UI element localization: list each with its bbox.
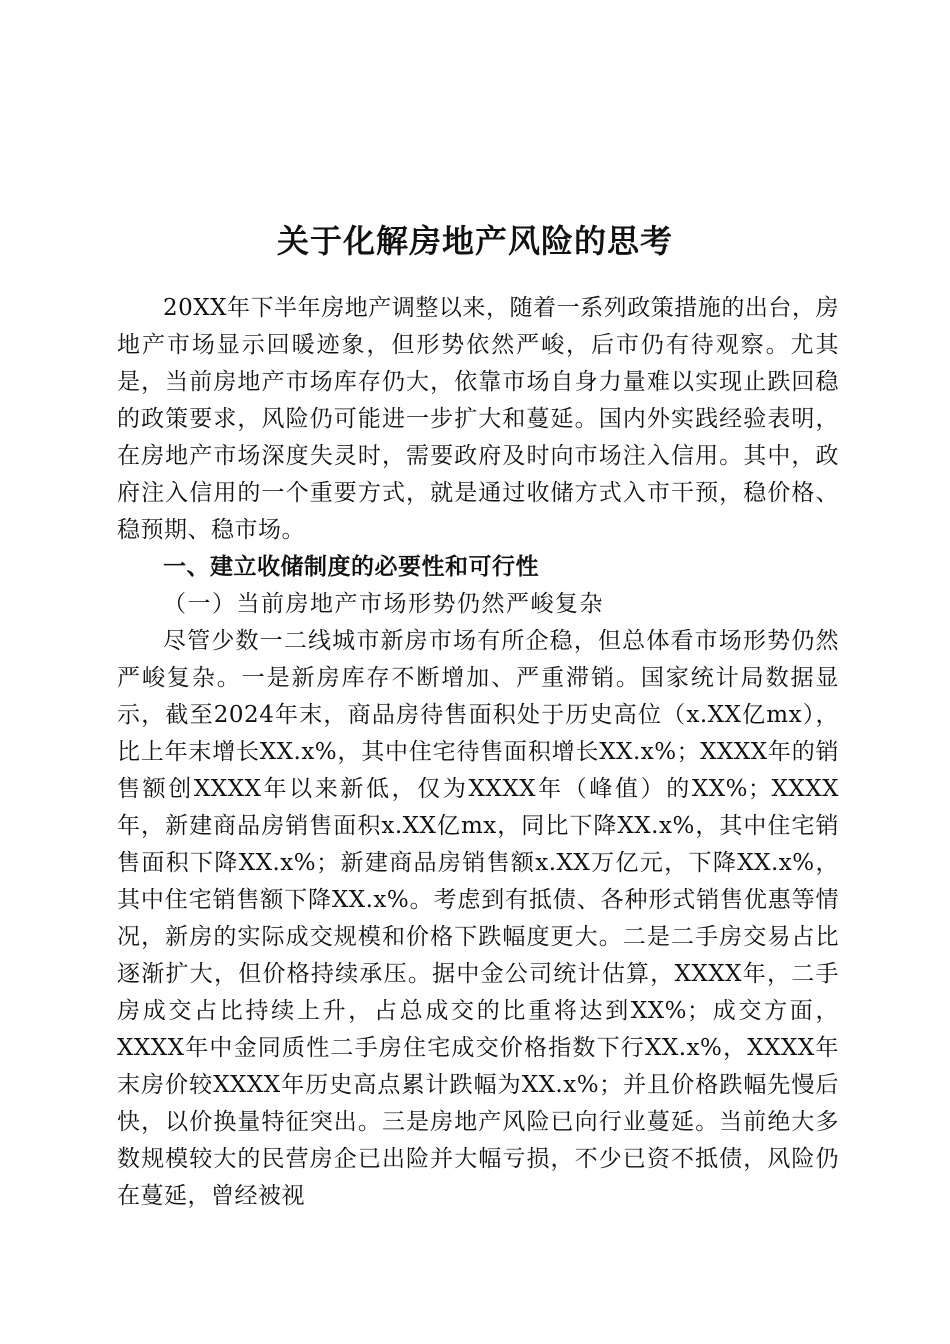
document-title: 关于化解房地产风险的思考: [276, 222, 673, 261]
subsection-body-paragraph: 尽管少数一二线城市新房市场有所企稳，但总体看市场形势仍然严峻复杂。一是新房库存不断增加、严重滞销。国家统计局数据显示，截至2024年末，商品房待售面积处于历史高位（x.XX亿mx），比上年末增长XX.x%，其中住宅待售面积增长XX.x%；XXXX年的销售额创XXXX年以来新低，仅为XXXX年（峰值）的XX%；XXXX年，新建商品房销售面积x.XX亿mx，同比下降XX.x%，其中住宅销售面积下降XX.x%；新建商品房销售额x.XX万亿元，下降XX.x%，其中住宅销售额下降XX.x%。考虑到有抵债、各种形式销售优惠等情况，新房的实际成交规模和价格下跌幅度更大。二是二手房交易占比逐渐扩大，但价格持续承压。据中金公司统计估算，XXXX年，二手房成交占比持续上升，占总成交的比重将达到XX%；成交方面，XXXX年中金同质性二手房住宅成交价格指数下行XX.x%，XXXX年末房价较XXXX年历史高点累计跌幅为XX.x%；并且价格跌幅先慢后快，以价换量特征突出。三是房地产风险已向行业蔓延。当前绝大多数规模较大的民营房企已出险并大幅亏损，不少已资不抵债，风险仍在蔓延，曾经被视: [117, 628, 839, 1209]
subsection-heading: （一）当前房地产市场形势仍然严峻复杂: [163, 591, 604, 617]
document-body: [117, 290, 839, 1215]
section-heading: 一、建立收储制度的必要性和可行性: [163, 554, 539, 580]
intro-paragraph: 20XX年下半年房地产调整以来，随着一系列政策措施的出台，房地产市场显示回暖迹象，但形势依然严峻，后市仍有待观察。尤其是，当前房地产市场库存仍大，依靠市场自身力量难以实现止跌回稳的政策要求，风险仍可能进一步扩大和蔓延。国内外实践经验表明，在房地产市场深度失灵时，需要政府及时向市场注入信用。其中，政府注入信用的一个重要方式，就是通过收储方式入市干预，稳价格、稳预期、稳市场。: [117, 295, 839, 543]
